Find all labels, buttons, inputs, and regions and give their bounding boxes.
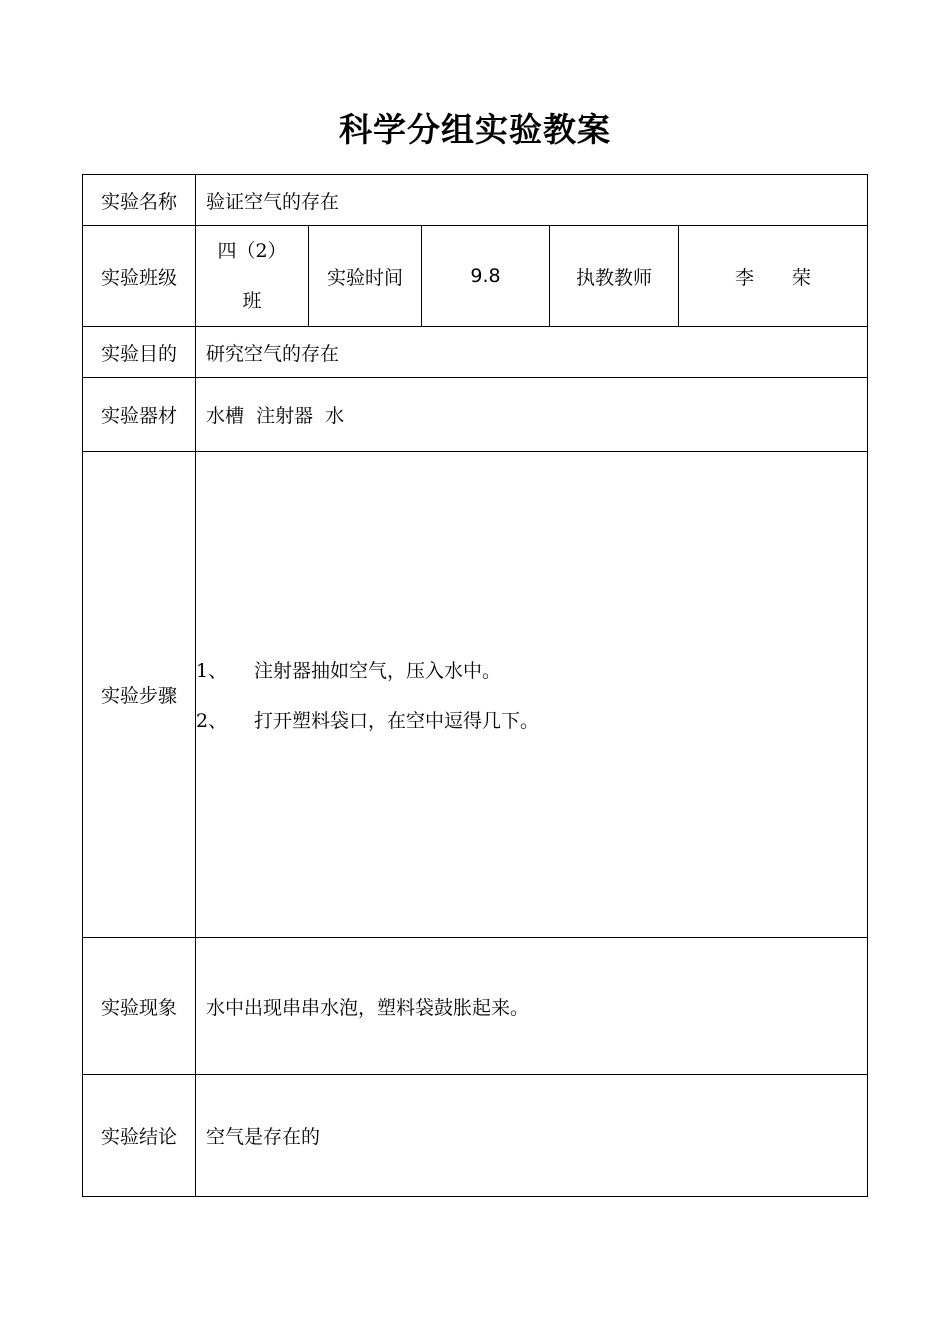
row-experiment-name: [83, 175, 868, 226]
value-experiment-materials: 水槽 注射器 水: [196, 378, 868, 452]
label-experiment-class: 实验班级: [83, 226, 196, 327]
label-experiment-conclusion: 实验结论: [83, 1075, 196, 1197]
value-experiment-class: [196, 226, 309, 327]
row-experiment-class: [83, 226, 868, 327]
step-item-2: [196, 695, 867, 745]
row-experiment-phenomenon: [83, 938, 868, 1075]
class-line-1: 四（2）: [217, 240, 287, 262]
row-experiment-conclusion: [83, 1075, 868, 1197]
value-experiment-purpose: 研究空气的存在: [196, 327, 868, 378]
label-experiment-phenomenon: 实验现象: [83, 938, 196, 1075]
value-experiment-steps: [196, 452, 868, 938]
label-experiment-name: 实验名称: [83, 175, 196, 226]
class-line-2: 班: [242, 290, 262, 312]
lesson-plan-table: [82, 174, 868, 1197]
step-text: 注射器抽如空气，压入水中。: [254, 660, 502, 682]
label-experiment-materials: 实验器材: [83, 378, 196, 452]
row-experiment-purpose: [83, 327, 868, 378]
value-experiment-conclusion: 空气是存在的: [196, 1075, 868, 1197]
step-number: 1、: [196, 660, 228, 682]
step-item-1: [196, 645, 867, 695]
value-experiment-phenomenon: 水中出现串串水泡，塑料袋鼓胀起来。: [196, 938, 868, 1075]
step-number: 2、: [196, 710, 228, 732]
value-experiment-time: 9.8: [422, 226, 550, 327]
label-experiment-time: 实验时间: [309, 226, 422, 327]
page-title: 科学分组实验教案: [339, 110, 611, 149]
teacher-last-char: 荣: [792, 266, 812, 289]
label-experiment-purpose: 实验目的: [83, 327, 196, 378]
row-experiment-steps: [83, 452, 868, 938]
row-experiment-materials: [83, 378, 868, 452]
label-experiment-steps: 实验步骤: [83, 452, 196, 938]
label-teacher: 执教教师: [550, 226, 679, 327]
step-text: 打开塑料袋口，在空中逗得几下。: [254, 710, 540, 732]
value-teacher: [679, 226, 868, 327]
value-experiment-name: 验证空气的存在: [196, 175, 868, 226]
teacher-first-char: 李: [735, 266, 755, 289]
